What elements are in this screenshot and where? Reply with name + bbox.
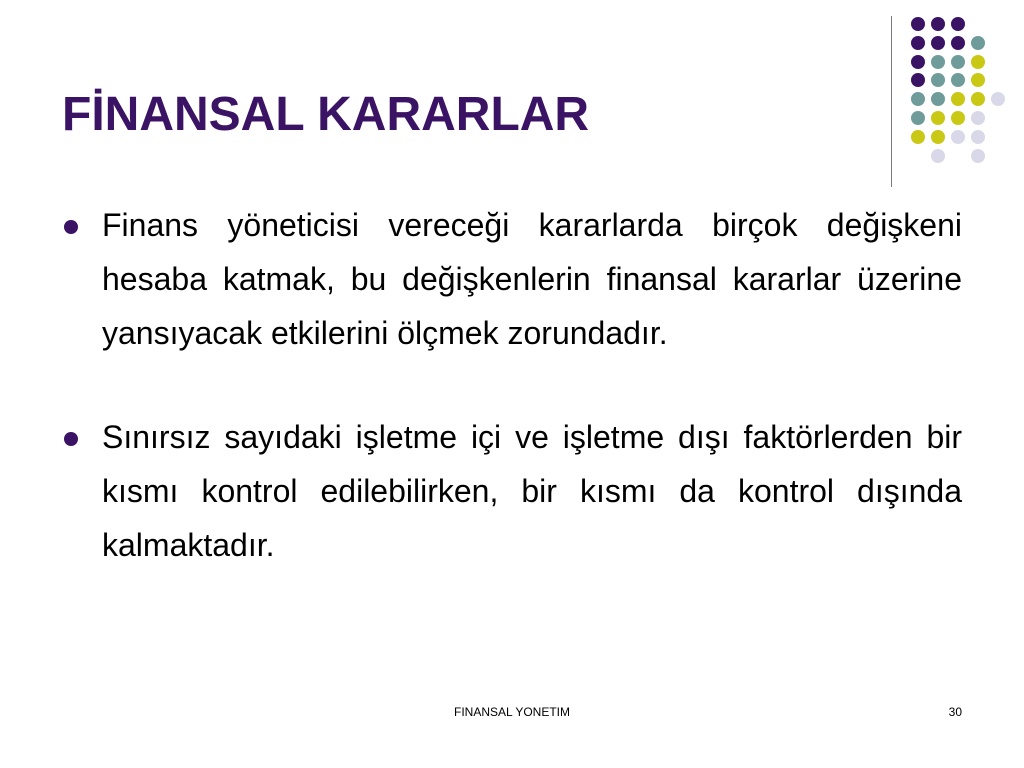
decorative-dot [931,92,945,106]
bullet-item [64,410,962,572]
dot-grid-decoration-icon [0,0,1024,200]
bullet-list [64,198,962,572]
decorative-dot [911,36,925,50]
decorative-dot [951,92,965,106]
footer-text: FINANSAL YONETIM [453,705,571,719]
bullet-item [64,198,962,360]
decorative-dot [931,17,945,31]
decorative-dot [911,55,925,69]
decorative-dot [971,92,985,106]
bullet-dot-icon [64,220,78,234]
decorative-dot [911,92,925,106]
decorative-dot [971,55,985,69]
decorative-dot [951,73,965,87]
decorative-dot [931,55,945,69]
decorative-dot [951,55,965,69]
decorative-dot [931,111,945,125]
decorative-dot [951,130,965,144]
bullet-text: Finans yöneticisi vereceği kararlarda birçok değişkeni hesaba katmak, bu değişkenlerin finansal kararlar üzerine yansıyacak etkilerini ölçmek zorundadır. [102,207,962,351]
decorative-dot [911,17,925,31]
decorative-dot [911,130,925,144]
decorative-dot [931,36,945,50]
bullet-dot-icon [64,432,78,446]
decorative-dot [931,73,945,87]
decorative-dot [971,149,985,163]
decorative-dot [951,36,965,50]
decorative-dot [971,111,985,125]
decorative-dot [951,17,965,31]
decorative-dot [971,36,985,50]
decorative-dot [991,92,1005,106]
decorative-dot [971,73,985,87]
decorative-dot [951,111,965,125]
page-number: 30 [948,705,962,719]
decorative-dot [931,130,945,144]
decorative-dot [971,130,985,144]
bullet-text: Sınırsız sayıdaki işletme içi ve işletme dışı faktörlerden bir kısmı kontrol edilebilirken, bir kısmı da kontrol dışında kalmaktadır. [102,419,962,563]
slide-title: FİNANSAL KARARLAR [62,88,590,141]
decorative-dot [911,111,925,125]
decorative-dot [931,149,945,163]
decorative-dot [911,73,925,87]
